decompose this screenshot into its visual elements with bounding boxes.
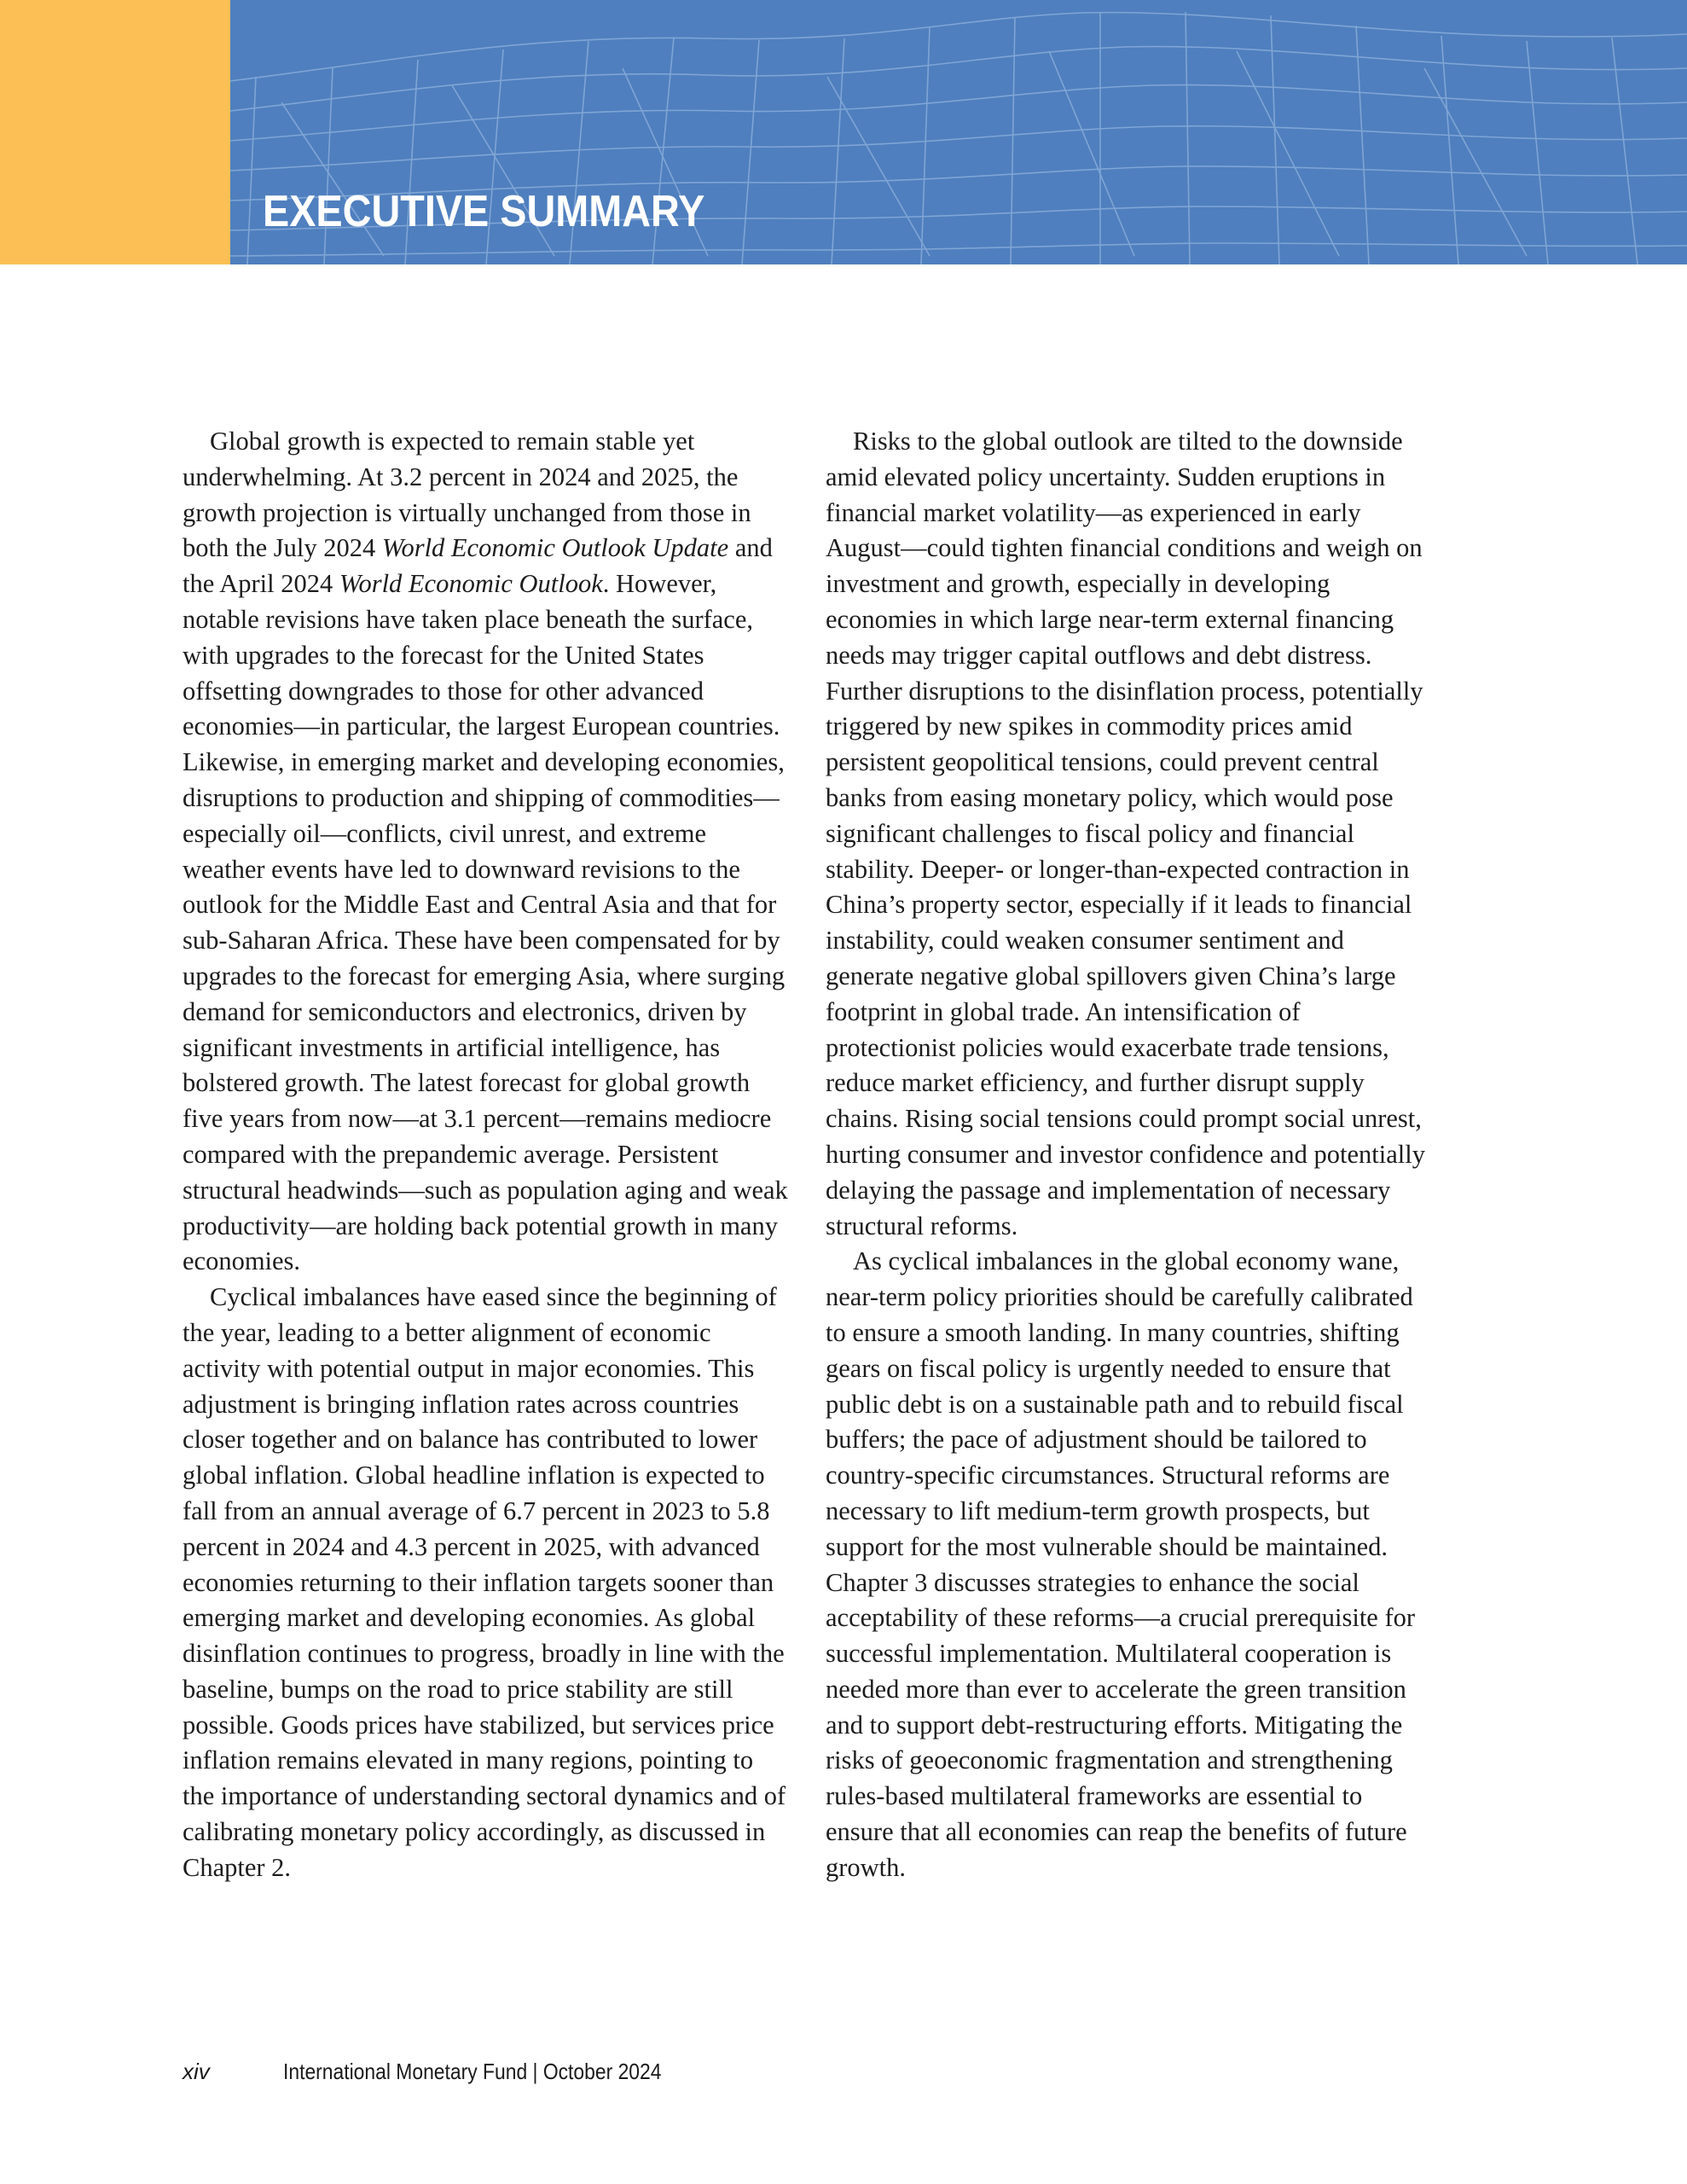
orange-accent-block	[0, 0, 230, 264]
left-column	[183, 424, 788, 1886]
paragraph-policy-priorities: As cyclical imbalances in the global economy wane, near-term policy priorities should be carefully calibrated to ensure a smooth landing. In many countries, shifting gears on fiscal policy is urgently needed to ensure that public debt is on a sustainable path and to rebuild fiscal buffers; the pace of adjustment should be tailored to country-specific circumstances. Structural reforms are necessary to lift medium-term growth prospects, but support for the most vulnerable should be maintained. Chapter 3 discusses strategies to enhance the social acceptability of these reforms—a crucial prerequisite for successful implementation. Multilateral cooperation is needed more than ever to accelerate the green transition and to support debt-restructuring efforts. Mitigating the risks of geoeconomic fragmentation and strengthening rules-based multilateral frameworks are essential to ensure that all economies can reap the benefits of future growth.	[826, 1246, 1416, 1882]
publication-title: World Economic Outlook Update	[381, 533, 729, 563]
right-column	[826, 424, 1431, 1886]
footer-publication-info: International Monetary Fund | October 2024	[283, 2059, 662, 2084]
page-title: EXECUTIVE SUMMARY	[263, 187, 705, 236]
paragraph-risks: Risks to the global outlook are tilted to the downside amid elevated policy uncertainty. Sudden eruptions in financial market volatility—as experienced in early August—could tighten financial conditions and weigh on investment and growth, especially in developing economies in which large near-term external financing needs may trigger capital outflows and debt distress. Further disruptions to the disinflation process, potentially triggered by new spikes in commodity prices amid persistent geopolitical tensions, could prevent central banks from easing monetary policy, which would pose significant challenges to fiscal policy and financial stability. Deeper- or longer-than-expected contraction in China’s property sector, especially if it leads to financial instability, could weaken consumer sentiment and generate negative global spillovers given China’s large footprint in global trade. An intensification of protectionist policies would exacerbate trade tensions, reduce market efficiency, and further disrupt supply chains. Rising social tensions could prompt social unrest, hurting consumer and investor confidence and potentially delaying the passage and implementation of necessary structural reforms.	[826, 427, 1425, 1240]
paragraph-cyclical-imbalances: Cyclical imbalances have eased since the beginning of the year, leading to a better alignment of economic activity with potential output in major economies. This adjustment is bringing inflation rates across countries closer together and on balance has contributed to lower global inflation. Global headline inflation is expected to fall from an annual average of 6.7 percent in 2023 to 5.8 percent in 2024 and 4.3 percent in 2025, with advanced economies returning to their inflation targets sooner than emerging market and developing economies. As global disinflation continues to progress, broadly in line with the baseline, bumps on the road to price stability are still possible. Goods prices have stabilized, but services price inflation remains elevated in many regions, pointing to the importance of understanding sectoral dynamics and of calibrating monetary policy accordingly, as discussed in Chapter 2.	[183, 1282, 786, 1882]
publication-title: World Economic Outlook	[339, 569, 603, 599]
paragraph-text: . However, notable revisions have taken place beneath the surface, with upgrades to the forecast for the United States offsetting downgrades to those for other advanced economies—in particular, the largest European countries. Likewise, in emerging market and developing economies, disruptions to production and shipping of commodities—especially oil—conflicts, civil unrest, and extreme weather events have led to downward revisions to the outlook for the Middle East and Central Asia and that for sub-Saharan Africa. These have been compensated for by upgrades to the forecast for emerging Asia, where surging demand for semiconductors and electronics, driven by significant investments in artificial intelligence, has bolstered growth. The latest forecast for global growth five years from now—at 3.1 percent—remains mediocre compared with the prepandemic average. Persistent structural headwinds—such as population aging and weak productivity—are holding back potential growth in many economies.	[183, 569, 788, 1276]
page-number: xiv	[183, 2059, 210, 2084]
paragraph-text: Global growth is expected to remain stable yet underwhelming. At 3.2 percent in 2024 and 2025, the growth projection is virtually unchanged from those in both the July 2024	[183, 427, 751, 563]
paragraph-text: and the April 2024	[183, 533, 773, 599]
paragraph-global-growth	[183, 424, 788, 1280]
